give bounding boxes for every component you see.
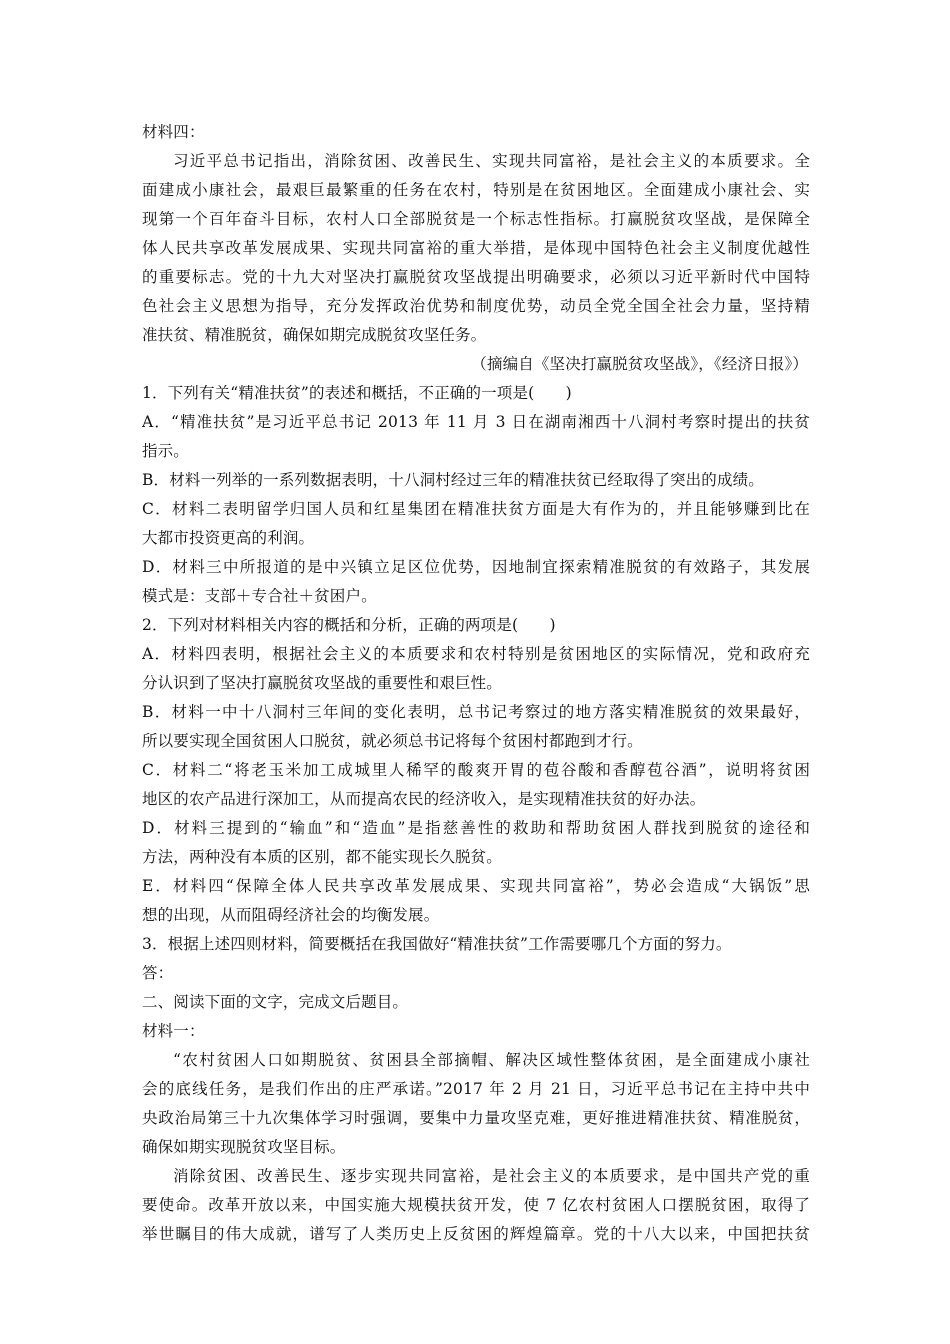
paragraph-line: 央政治局第三十九次集体学习时强调，要集中力量攻坚克难，更好推进精准扶贫、精准脱贫， — [142, 1109, 810, 1127]
option-c-line: C．材料二表明留学归国人员和红星集团在精准扶贫方面是大有作为的，并且能够赚到比在 — [142, 500, 810, 518]
option-a-line: 分认识到了坚决打赢脱贫攻坚战的重要性和艰巨性。 — [142, 674, 502, 692]
paragraph-line: 会的底线任务，是我们作出的庄严承诺。”2017 年 2 月 21 日，习近平总书记在主持中共中 — [142, 1080, 810, 1098]
paragraph-line: 准扶贫、精准脱贫，确保如期完成脱贫攻坚任务。 — [142, 326, 487, 344]
paragraph-line: 面建成小康社会，最艰巨最繁重的任务在农村，特别是在贫困地区。全面建成小康社会、实 — [142, 181, 810, 199]
option-d-line: 模式是：支部＋专合社＋贫困户。 — [142, 587, 377, 605]
paragraph-line: 体人民共享改革发展成果、实现共同富裕的重大举措，是体现中国特色社会主义制度优越性 — [142, 239, 810, 257]
question-1 — [142, 379, 810, 611]
answer-label: 答： — [142, 964, 174, 982]
paragraph-line: 现第一个百年奋斗目标，农村人口全部脱贫是一个标志性指标。打赢脱贫攻坚战，是保障全 — [142, 210, 810, 228]
section-title: 二、阅读下面的文字，完成文后题目。 — [142, 993, 409, 1011]
paragraph-line: “农村贫困人口如期脱贫、贫困县全部摘帽、解决区域性整体贫困，是全面建成小康社 — [173, 1051, 810, 1069]
material1-paragraph-2 — [142, 1162, 810, 1249]
option-d-line: 方法，两种没有本质的区别，都不能实现长久脱贫。 — [142, 848, 502, 866]
question-2 — [142, 611, 810, 930]
question-stem: 1．下列有关“精准扶贫”的表述和概括，不正确的一项是( ) — [142, 384, 572, 402]
paragraph-line: 消除贫困、改善民生、逐步实现共同富裕，是社会主义的本质要求，是中国共产党的重 — [173, 1167, 810, 1185]
material4-paragraph — [142, 147, 810, 350]
question-stem: 3．根据上述四则材料，简要概括在我国做好“精准扶贫”工作需要哪几个方面的努力。 — [142, 935, 732, 953]
paragraph-line: 要使命。改革开放以来，中国实施大规模扶贫开发，使 7 亿农村贫困人口摆脱贫困，取得了 — [142, 1196, 810, 1214]
paragraph-line: 确保如期实现脱贫攻坚目标。 — [142, 1138, 346, 1156]
material1-paragraph-1 — [142, 1046, 810, 1162]
option-d-line: D．材料三中所报道的是中兴镇立足区位优势，因地制宜探索精准脱贫的有效路子，其发展 — [142, 558, 810, 576]
option-a-line: A．材料四表明，根据社会主义的本质要求和农村特别是贫困地区的实际情况，党和政府充 — [142, 645, 810, 663]
option-a-line: 指示。 — [142, 442, 189, 460]
option-b-line: 所以要实现全国贫困人口脱贫，就必须总书记将每个贫困村都跑到才行。 — [142, 732, 643, 750]
section-2 — [142, 988, 810, 1249]
document-page — [142, 118, 810, 1249]
option-a-line: A．“精准扶贫”是习近平总书记 2013 年 11 月 3 日在湖南湘西十八洞村考察时提出的扶贫 — [142, 413, 810, 431]
option-c-line: C．材料二“将老玉米加工成城里人稀罕的酸爽开胃的苞谷酸和香醇苞谷酒”，说明将贫困 — [142, 761, 810, 779]
question-3 — [142, 930, 810, 988]
option-e-line: 想的出现，从而阻碍经济社会的均衡发展。 — [142, 906, 440, 924]
option-c-line: 大都市投资更高的利润。 — [142, 529, 315, 547]
option-c-line: 地区的农产品进行深加工，从而提高农民的经济收入，是实现精准扶贫的好办法。 — [142, 790, 706, 808]
material1-heading: 材料一： — [142, 1022, 205, 1040]
paragraph-line: 习近平总书记指出，消除贫困、改善民生、实现共同富裕，是社会主义的本质要求。全 — [173, 152, 810, 170]
option-b-line: B．材料一列举的一系列数据表明，十八洞村经过三年的精准扶贫已经取得了突出的成绩。 — [142, 471, 764, 489]
question-stem: 2．下列对材料相关内容的概括和分析，正确的两项是( ) — [142, 616, 556, 634]
option-b-line: B．材料一中十八洞村三年间的变化表明，总书记考察过的地方落实精准脱贫的效果最好， — [142, 703, 810, 721]
paragraph-line: 色社会主义思想为指导，充分发挥政治优势和制度优势，动员全党全国全社会力量，坚持精 — [142, 297, 810, 315]
option-e-line: E．材料四“保障全体人民共享改革发展成果、实现共同富裕”，势必会造成“大锅饭”思 — [142, 877, 810, 895]
paragraph-line: 的重要标志。党的十九大对坚决打赢脱贫攻坚战提出明确要求，必须以习近平新时代中国特 — [142, 268, 810, 286]
material4-heading: 材料四： — [142, 123, 205, 141]
option-d-line: D．材料三提到的“输血”和“造血”是指慈善性的救助和帮助贫困人群找到脱贫的途径和 — [142, 819, 810, 837]
paragraph-line: 举世瞩目的伟大成就，谱写了人类历史上反贫困的辉煌篇章。党的十八大以来，中国把扶贫 — [142, 1225, 810, 1243]
material4-source: （摘编自《坚决打赢脱贫攻坚战》，《经济日报》） — [471, 355, 808, 373]
